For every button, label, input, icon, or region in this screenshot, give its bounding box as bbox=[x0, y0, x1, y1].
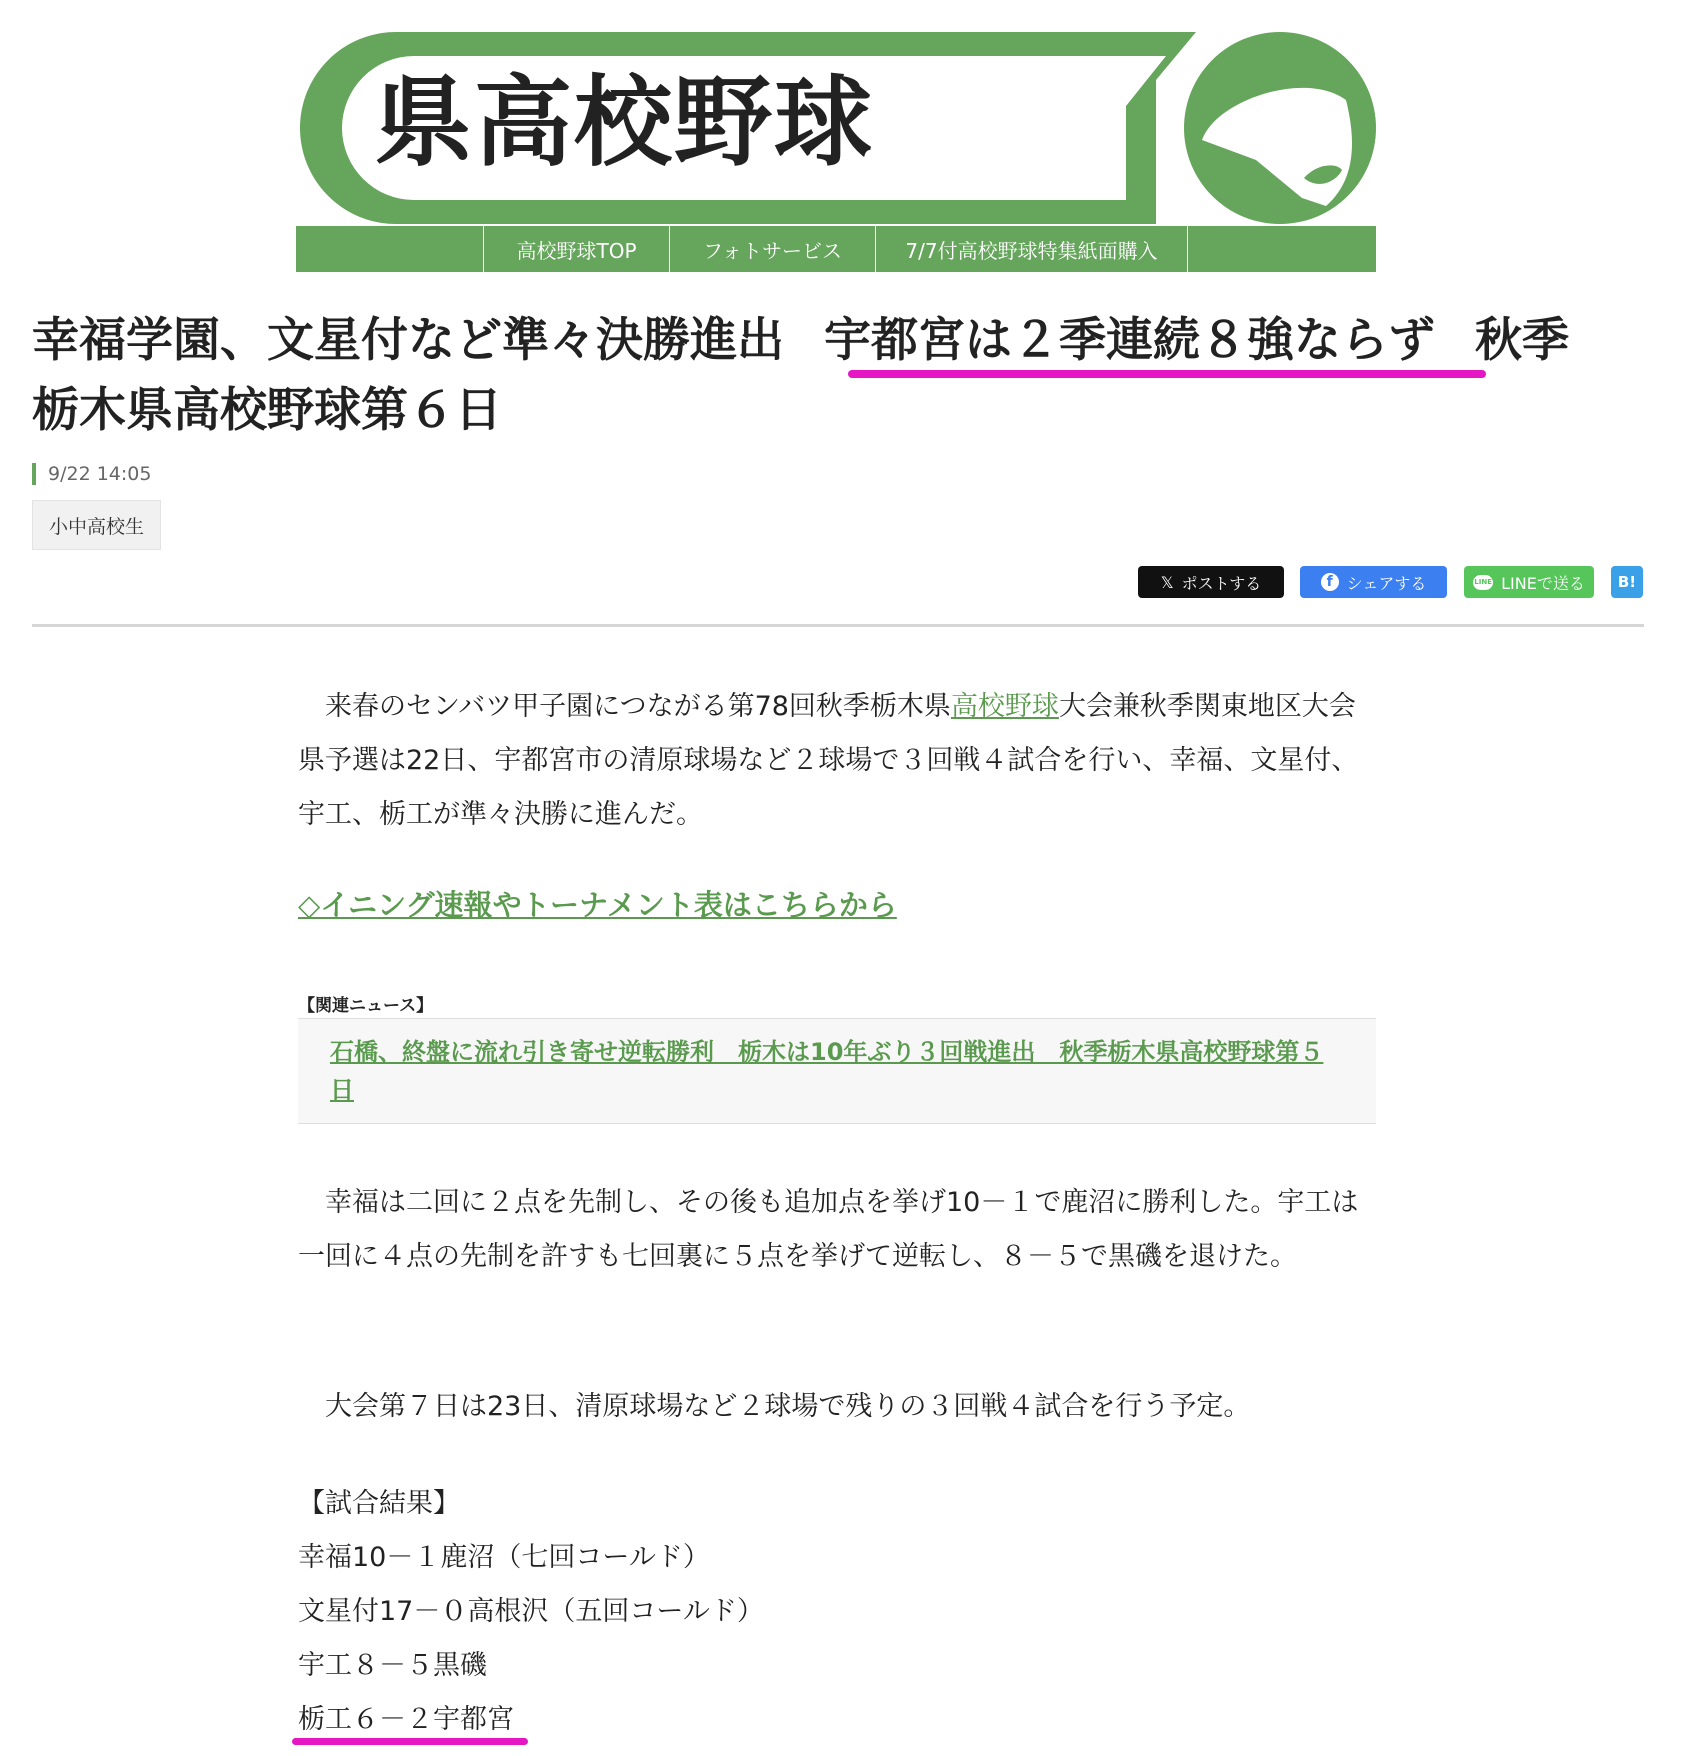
result-item: 文星付17－０高根沢（五回コールド） bbox=[298, 1596, 764, 1627]
related-news-link[interactable]: 石橋、終盤に流れ引き寄せ逆転勝利 栃木は10年ぶり３回戦進出 秋季栃木県高校野球第５日 bbox=[330, 1038, 1324, 1104]
result-item: 宇工８－５黒磯 bbox=[298, 1650, 487, 1681]
body-paragraph-3: 大会第７日は23日、清原球場など２球場で残りの３回戦４試合を行う予定。 bbox=[298, 1391, 1251, 1422]
share-x-label: ポストする bbox=[1181, 573, 1262, 593]
lead-text-end: 大会兼秋季関東地区大会県予選は22日、宇都宮市の清原球場など２球場で３回戦４試合を行い、幸福、文星付、宇工、栃工が準々決勝に進んだ。 bbox=[298, 691, 1359, 830]
category-tag[interactable]: 小中高校生 bbox=[32, 500, 161, 550]
related-news-box bbox=[298, 1018, 1376, 1124]
facebook-icon: f bbox=[1321, 573, 1339, 591]
nav-spacer bbox=[1188, 226, 1376, 272]
inning-report-link[interactable]: ◇イニング速報やトーナメント表はこちらから bbox=[298, 888, 897, 922]
lead-paragraph bbox=[298, 680, 1376, 842]
article-date: 9/22 14:05 bbox=[32, 463, 151, 485]
lead-text-start: 来春のセンバツ甲子園につながる第78回秋季栃木県 bbox=[298, 691, 951, 722]
nav-item-buy-paper[interactable]: 7/7付高校野球特集紙面購入 bbox=[876, 226, 1188, 272]
highlight-underline bbox=[848, 370, 1486, 378]
share-facebook-button[interactable] bbox=[1300, 566, 1447, 598]
related-news-label: 【関連ニュース】 bbox=[298, 996, 434, 1016]
share-hatena-button[interactable]: B! bbox=[1611, 566, 1643, 598]
headline-part-c: 秋季 bbox=[1475, 313, 1569, 368]
highlight-underline bbox=[292, 1738, 528, 1745]
nav-item-top[interactable]: 高校野球TOP bbox=[484, 226, 670, 272]
result-item: 栃工６－２宇都宮 bbox=[298, 1704, 514, 1735]
headline-part-b: 宇都宮は２季連続８強ならず bbox=[824, 313, 1435, 368]
nav-spacer bbox=[296, 226, 484, 272]
baseball-link[interactable]: 高校野球 bbox=[950, 691, 1059, 722]
share-line-label: LINEで送る bbox=[1501, 573, 1585, 593]
site-nav bbox=[296, 226, 1376, 272]
headline-part-a: 幸福学園、文星付など準々決勝進出 bbox=[32, 313, 784, 368]
results-list bbox=[298, 1531, 764, 1747]
x-logo-icon: 𝕏 bbox=[1160, 572, 1174, 592]
line-icon: LINE bbox=[1473, 575, 1493, 590]
body-paragraph-2: 幸福は二回に２点を先制し、その後も追加点を挙げ10－１で鹿沼に勝利した。宇工は一回に４点の先制を許すも七回裏に５点を挙げて逆転し、８－５で黒磯を退けた。 bbox=[298, 1187, 1359, 1272]
share-x-button[interactable] bbox=[1138, 566, 1284, 598]
result-item: 幸福10－１鹿沼（七回コールド） bbox=[298, 1542, 710, 1573]
results-heading: 【試合結果】 bbox=[298, 1488, 460, 1519]
headline-line-1 bbox=[32, 306, 1662, 376]
share-facebook-label: シェアする bbox=[1346, 573, 1427, 593]
site-title: 県高校野球 bbox=[374, 66, 875, 180]
share-line-button[interactable] bbox=[1464, 566, 1594, 598]
headline-line-2: 栃木県高校野球第６日 bbox=[32, 383, 502, 438]
nav-item-photo-service[interactable]: フォトサービス bbox=[670, 226, 876, 272]
header-divider bbox=[32, 624, 1644, 627]
